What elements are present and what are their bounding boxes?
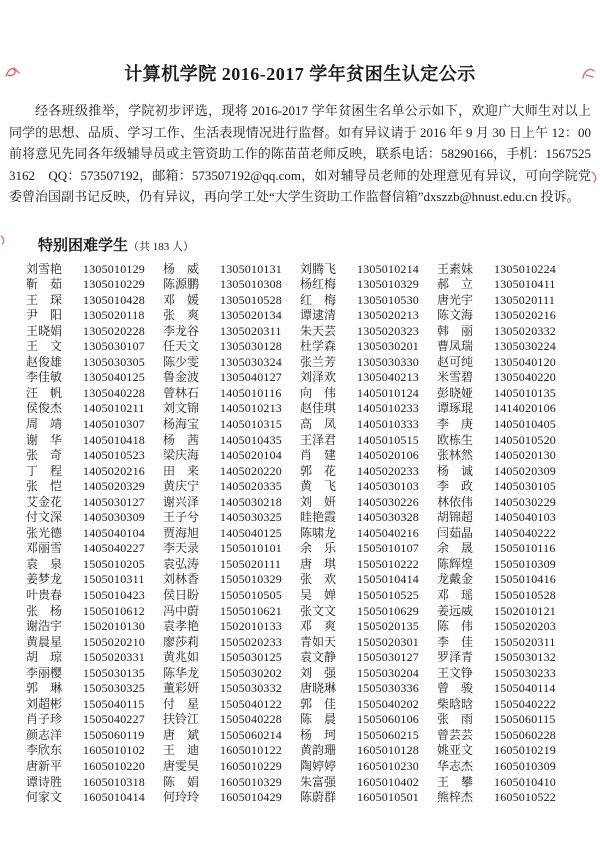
- student-id: 1305010528: [220, 292, 282, 307]
- student-id: 1505030202: [220, 665, 282, 680]
- student-id: 1305020216: [494, 308, 556, 323]
- student-name: 张兰芳: [300, 354, 337, 369]
- student-name: 刘 强: [300, 665, 337, 680]
- student-id: 1405010124: [357, 385, 419, 400]
- student-name: 张 恺: [26, 479, 63, 494]
- student-name: 唐新平: [26, 759, 63, 773]
- red-scribble-top-right: [580, 65, 598, 83]
- student-id: 1305010224: [494, 261, 556, 276]
- student-id: 1505030132: [494, 650, 556, 665]
- student-id: 1405020130: [494, 448, 556, 463]
- student-id: 1405020233: [357, 463, 419, 478]
- student-name: 黄庆宁: [163, 479, 200, 494]
- student-name: 黄晨星: [26, 634, 63, 649]
- student-id: 1405030309: [83, 510, 145, 525]
- student-name: 何家文: [26, 790, 63, 805]
- student-id: 1405010333: [357, 416, 419, 431]
- student-id: 1305020111: [494, 292, 556, 307]
- student-id: 1505010222: [357, 556, 419, 571]
- student-id: 1305010530: [357, 292, 419, 307]
- student-name: 付 星: [163, 696, 200, 711]
- student-name: 郝 立: [437, 277, 474, 292]
- student-name: 侯俊杰: [26, 401, 63, 416]
- student-name: 鲁金波: [163, 370, 200, 385]
- student-id: 1605010102: [83, 743, 145, 758]
- student-id: 1405040227: [83, 541, 145, 556]
- student-id: 1405020220: [220, 463, 282, 478]
- student-name: 龙戴金: [437, 572, 474, 587]
- student-id: 1505010621: [220, 603, 282, 618]
- student-id: 1605010410: [494, 774, 556, 789]
- student-name: 杨 诚: [437, 463, 474, 478]
- student-id: 1505030325: [83, 681, 145, 696]
- student-name: 郭 花: [300, 463, 337, 478]
- student-id: 1405040104: [83, 525, 145, 540]
- student-name: 曾林石: [163, 385, 200, 400]
- student-id: 1305040228: [83, 385, 145, 400]
- student-name: 陈文海: [437, 308, 474, 323]
- student-name: 扶铃江: [163, 712, 200, 727]
- student-id: 1305010214: [357, 261, 419, 276]
- student-id: 1502010130: [83, 619, 145, 634]
- student-id: 1305040120: [494, 354, 556, 369]
- student-name: 青如天: [300, 634, 337, 649]
- student-name: 邓 媛: [163, 292, 200, 307]
- student-name: 柴晗晗: [437, 696, 474, 711]
- student-id: 1505020203: [494, 619, 556, 634]
- student-id: 1405020309: [494, 463, 556, 478]
- student-id: 1405030325: [220, 510, 282, 525]
- student-name: 李龙谷: [163, 323, 200, 338]
- student-name: 向 伟: [300, 385, 337, 400]
- student-name: 唐雯昊: [163, 759, 200, 773]
- student-name: 刘超彬: [26, 696, 63, 711]
- student-id: 1305040220: [494, 370, 556, 385]
- student-id: 1505020135: [357, 619, 419, 634]
- student-id: 1502010133: [220, 619, 282, 634]
- student-id: 1505010116: [494, 541, 556, 556]
- student-id: 1405010116: [220, 385, 282, 400]
- student-name: 周 靖: [26, 416, 63, 431]
- page-title: 计算机学院 2016-2017 学年贫困生认定公示: [124, 64, 476, 84]
- student-name: 郭 佳: [300, 696, 337, 711]
- student-id: 1305030107: [83, 339, 145, 354]
- student-name: 王素妹: [437, 261, 474, 276]
- student-name: 李欣东: [26, 743, 63, 758]
- student-id: 1405030103: [357, 479, 419, 494]
- student-id: 1505020301: [357, 634, 419, 649]
- student-name: 王 迪: [163, 743, 200, 758]
- student-name: 谢浩宇: [26, 619, 63, 634]
- student-name: 刘雪艳: [26, 261, 63, 276]
- student-name: 唐光宇: [437, 292, 474, 307]
- student-id: 1505040222: [494, 696, 556, 711]
- student-name: 张 雨: [437, 712, 474, 727]
- student-id: 1605010329: [220, 774, 282, 789]
- student-name: 谢 华: [26, 432, 63, 447]
- student-name: 丁 程: [26, 463, 63, 478]
- student-name: 张 杨: [26, 603, 63, 618]
- student-name: 陈源鹏: [163, 277, 200, 292]
- student-id: 1605010429: [220, 790, 282, 805]
- section-count-note: （共 183 人）: [128, 240, 195, 253]
- student-id: 1305020332: [494, 323, 556, 338]
- student-name: 刘 妍: [300, 494, 337, 509]
- student-name: 冯中蔚: [163, 603, 200, 618]
- student-name: 田 来: [163, 463, 200, 478]
- student-name: 王 琛: [26, 292, 63, 307]
- student-id: 1405030328: [357, 510, 419, 525]
- student-id: 1505060228: [494, 727, 556, 742]
- student-name: 侯日盼: [163, 587, 200, 602]
- student-id: 1405020104: [220, 448, 282, 463]
- announcement-body: 经各班级推举，学院初步评选，现将 2016-2017 学年贫困生名单公示如下，欢迎广大师生对以上同学的思想、品质、学习工作、生活表现情况进行监督。如有异议请于 2016 年 9 月 30 日上午 12：00 前将意见先同各年级辅导员或主管资助工作的陈苗苗老师反映，联系电话：58290166，手机：15675253162 QQ：573507192，邮箱：573507192@qq.com，如对辅导员老师的处理意见有异议，可向学院党委曾治国副书记反映，仍有异议，再向学工处“大学生资助工作监督信箱”dxszzb@hnust.edu.cn 投诉。: [9, 103, 591, 204]
- student-table: [26, 262, 574, 806]
- student-id: 1405010315: [220, 416, 282, 431]
- student-id: 1305040127: [220, 370, 282, 385]
- student-id: 1305010428: [83, 292, 145, 307]
- student-name: 曾芸芸: [437, 727, 474, 742]
- student-id: 1305030224: [494, 339, 556, 354]
- student-name: 朱富强: [300, 774, 337, 789]
- student-id: 1605010219: [494, 743, 556, 758]
- student-name: 刘林香: [163, 572, 200, 587]
- student-name: 陈 伟: [437, 619, 474, 634]
- student-name: 任天文: [163, 339, 200, 354]
- student-id: 1305010229: [83, 277, 145, 292]
- student-id: 1305010411: [494, 277, 556, 292]
- student-name: 韩 丽: [437, 323, 474, 338]
- student-id: 1505030125: [220, 650, 282, 665]
- student-id: 1505010423: [83, 587, 145, 602]
- student-name: 肖 建: [300, 448, 337, 463]
- student-id: 1305030330: [357, 354, 419, 369]
- student-name: 叶贵春: [26, 587, 63, 602]
- student-id: 1505020331: [83, 650, 145, 665]
- student-id: 1405020329: [83, 479, 145, 494]
- student-id: 1405010520: [494, 432, 556, 447]
- student-name: 廖莎莉: [163, 634, 200, 649]
- student-id: 1505040122: [220, 696, 282, 711]
- student-name: 黄韵珊: [300, 743, 337, 758]
- student-name: 米雪碧: [437, 370, 474, 385]
- student-id: 1505040227: [83, 712, 145, 727]
- student-id: 1505040228: [220, 712, 282, 727]
- student-name: 陈啸龙: [300, 525, 337, 540]
- student-id: 1405020335: [220, 479, 282, 494]
- student-id: 1505020311: [494, 634, 556, 649]
- student-name: 张 爽: [163, 308, 200, 323]
- student-id: 1305020134: [220, 308, 282, 323]
- student-id: 1405040222: [494, 525, 556, 540]
- student-name: 贾海旭: [163, 525, 200, 540]
- student-name: 胡锦超: [437, 510, 474, 525]
- student-name: 唐晓琳: [300, 681, 337, 696]
- student-name: 曹凤瑞: [437, 339, 474, 354]
- student-name: 李天录: [163, 541, 200, 556]
- student-name: 张 奇: [26, 448, 63, 463]
- student-name: 袁孝艳: [163, 619, 200, 634]
- student-id: 1305020118: [83, 308, 145, 323]
- student-name: 陈 娟: [163, 774, 200, 789]
- student-id: 1505020111: [220, 556, 282, 571]
- student-name: 杨海宝: [163, 416, 200, 431]
- student-id: 1405030105: [494, 479, 556, 494]
- student-id: 1405020106: [357, 448, 419, 463]
- student-name: 郭 琳: [26, 681, 63, 696]
- student-id: 1405030127: [83, 494, 145, 509]
- student-name: 高 凤: [300, 416, 337, 431]
- student-id: 1305010131: [220, 261, 282, 276]
- student-name: 朱天芸: [300, 323, 337, 338]
- student-id: 1405010307: [83, 416, 145, 431]
- section-heading: [38, 234, 600, 255]
- student-id: 1605010522: [494, 790, 556, 805]
- student-id: 1505040114: [494, 681, 556, 696]
- student-name: 董彩妍: [163, 681, 200, 696]
- student-id: 1505060214: [220, 727, 282, 742]
- student-name: 袁文静: [300, 650, 337, 665]
- student-name: 李 庚: [437, 416, 474, 431]
- student-id: 1605010318: [83, 774, 145, 789]
- student-name: 杜学森: [300, 339, 337, 354]
- student-id: 1605010402: [357, 774, 419, 789]
- student-name: 陈蔚群: [300, 790, 337, 805]
- student-name: 黄 飞: [300, 479, 337, 494]
- student-id: 1505030135: [83, 665, 145, 680]
- student-id: 1405010233: [357, 401, 419, 416]
- student-name: 华志杰: [437, 759, 474, 773]
- student-name: 闫茹晶: [437, 525, 474, 540]
- student-id: 1505010505: [220, 587, 282, 602]
- student-name: 眭艳霞: [300, 510, 337, 525]
- student-name: 梁庆海: [163, 448, 200, 463]
- student-id: 1505010309: [494, 556, 556, 571]
- student-name: 邓丽雪: [26, 541, 63, 556]
- student-id: 1505010629: [357, 603, 419, 618]
- student-id: 1505030127: [357, 650, 419, 665]
- student-id: 1505020233: [220, 634, 282, 649]
- student-id: 1505040202: [357, 696, 419, 711]
- student-name: 邓 爽: [300, 619, 337, 634]
- student-id: 1405010135: [494, 385, 556, 400]
- student-name: 刘文锦: [163, 401, 200, 416]
- student-name: 刘泽欢: [300, 370, 337, 385]
- student-name: 赵可纯: [437, 354, 474, 369]
- student-id: 1505010329: [220, 572, 282, 587]
- student-id: 1505010416: [494, 572, 556, 587]
- student-name: 胡 琼: [26, 650, 63, 665]
- student-id: 1605010229: [220, 759, 282, 773]
- student-name: 谭诗胜: [26, 774, 63, 789]
- student-name: 汪 帆: [26, 385, 63, 400]
- student-name: 余 乐: [300, 541, 337, 556]
- red-dash-right-edge: [590, 170, 600, 184]
- student-id: 1405020216: [83, 463, 145, 478]
- student-name: 黄兆如: [163, 650, 200, 665]
- student-id: 1605010128: [357, 743, 419, 758]
- student-name: 靳 茹: [26, 277, 63, 292]
- student-id: 1605010122: [220, 743, 282, 758]
- student-name: 彭晓娅: [437, 385, 474, 400]
- student-id: 1305020311: [220, 323, 282, 338]
- section-heading-text: 特别困难学生: [38, 237, 129, 254]
- student-id: 1405040125: [220, 525, 282, 540]
- student-name: 陈 晨: [300, 712, 337, 727]
- student-name: 王泽君: [300, 432, 337, 447]
- student-id: 1305030128: [220, 339, 282, 354]
- student-id: 1305020228: [83, 323, 145, 338]
- student-name: 杨 威: [163, 261, 200, 276]
- student-name: 陈辉煌: [437, 556, 474, 571]
- student-name: 杨 珂: [300, 727, 337, 742]
- student-name: 陈华龙: [163, 665, 200, 680]
- student-name: 张文文: [300, 603, 337, 618]
- student-id: 1605010501: [357, 790, 419, 805]
- student-name: 邓 瑶: [437, 587, 474, 602]
- student-name: 王子兮: [163, 510, 200, 525]
- student-name: 李 政: [437, 479, 474, 494]
- student-name: 谢兴泽: [163, 494, 200, 509]
- student-name: 艾金花: [26, 494, 63, 509]
- student-id: 1305030201: [357, 339, 419, 354]
- student-name: 付文深: [26, 510, 63, 525]
- student-name: 陶婷婷: [300, 759, 337, 773]
- student-id: 1414020106: [494, 401, 556, 416]
- announcement-page: [0, 60, 600, 860]
- student-name: 袁弘涛: [163, 556, 200, 571]
- student-name: 姚亚文: [437, 743, 474, 758]
- red-dash-left-edge: [0, 234, 8, 246]
- student-id: 1305040125: [83, 370, 145, 385]
- student-id: 1505010311: [83, 572, 145, 587]
- student-name: 张林然: [437, 448, 474, 463]
- student-id: 1505030204: [357, 665, 419, 680]
- student-name: 李丽樱: [26, 665, 63, 680]
- student-id: 1505030336: [357, 681, 419, 696]
- student-id: 1405030226: [357, 494, 419, 509]
- student-name: 林依伟: [437, 494, 474, 509]
- student-id: 1505030233: [494, 665, 556, 680]
- student-id: 1502010121: [494, 603, 556, 618]
- student-id: 1605010309: [494, 759, 556, 773]
- student-id: 1505010107: [357, 541, 419, 556]
- student-name: 张 欢: [300, 572, 337, 587]
- student-id: 1305010329: [357, 277, 419, 292]
- student-name: 何玲玲: [163, 790, 200, 805]
- student-id: 1405030229: [494, 494, 556, 509]
- student-id: 1605010220: [83, 759, 145, 773]
- student-name: 王 攀: [437, 774, 474, 789]
- student-id: 1605010230: [357, 759, 419, 773]
- student-id: 1305010129: [83, 261, 145, 276]
- student-id: 1505060119: [83, 727, 145, 742]
- student-name: 谭逮清: [300, 308, 337, 323]
- student-name: 唐 琪: [300, 556, 337, 571]
- student-id: 1405010418: [83, 432, 145, 447]
- student-name: 曾 骏: [437, 681, 474, 696]
- student-id: 1505010205: [83, 556, 145, 571]
- student-name: 张光德: [26, 525, 63, 540]
- student-name: 杨 茜: [163, 432, 200, 447]
- student-id: 1405040216: [357, 525, 419, 540]
- student-id: 1405010405: [494, 416, 556, 431]
- student-id: 1505010528: [494, 587, 556, 602]
- student-name: 王文铮: [437, 665, 474, 680]
- student-id: 1605010414: [83, 790, 145, 805]
- student-id: 1505010414: [357, 572, 419, 587]
- student-id: 1405010435: [220, 432, 282, 447]
- student-name: 谭琢琨: [437, 401, 474, 416]
- student-id: 1405030218: [220, 494, 282, 509]
- student-name: 刘腾飞: [300, 261, 337, 276]
- student-id: 1505060115: [494, 712, 556, 727]
- student-name: 姜远威: [437, 603, 474, 618]
- student-name: 袁 泉: [26, 556, 63, 571]
- student-id: 1505010525: [357, 587, 419, 602]
- student-id: 1505060215: [357, 727, 419, 742]
- student-name: 熊梓杰: [437, 790, 474, 805]
- student-name: 王晓娟: [26, 323, 63, 338]
- student-id: 1305020323: [357, 323, 419, 338]
- student-name: 吴 婵: [300, 587, 337, 602]
- student-name: 余 晟: [437, 541, 474, 556]
- student-name: 肖子珍: [26, 712, 63, 727]
- student-name: 罗泽青: [437, 650, 474, 665]
- student-name: 李 佳: [437, 634, 474, 649]
- student-id: 1405040103: [494, 510, 556, 525]
- student-id: 1505020210: [83, 634, 145, 649]
- student-name: 赵俊雄: [26, 354, 63, 369]
- student-name: 欧栋生: [437, 432, 474, 447]
- student-name: 唐 斌: [163, 727, 200, 742]
- student-id: 1405010211: [83, 401, 145, 416]
- student-name: 杨红梅: [300, 277, 337, 292]
- student-name: 姜梦龙: [26, 572, 63, 587]
- student-name: 颜志洋: [26, 727, 63, 742]
- student-name: 陈少雯: [163, 354, 200, 369]
- student-name: 尹 阳: [26, 308, 63, 323]
- student-id: 1505060106: [357, 712, 419, 727]
- student-name: 红 梅: [300, 292, 337, 307]
- student-id: 1305040213: [357, 370, 419, 385]
- student-id: 1405010523: [83, 448, 145, 463]
- student-name: 李佳敏: [26, 370, 63, 385]
- student-id: 1305030305: [83, 354, 145, 369]
- student-id: 1305010308: [220, 277, 282, 292]
- student-id: 1505010612: [83, 603, 145, 618]
- student-id: 1505010101: [220, 541, 282, 556]
- student-id: 1405010213: [220, 401, 282, 416]
- student-id: 1405010515: [357, 432, 419, 447]
- student-name: 王 文: [26, 339, 63, 354]
- student-id: 1305020213: [357, 308, 419, 323]
- student-id: 1305030324: [220, 354, 282, 369]
- student-name: 赵佳琪: [300, 401, 337, 416]
- student-id: 1505030332: [220, 681, 282, 696]
- student-id: 1505040115: [83, 696, 145, 711]
